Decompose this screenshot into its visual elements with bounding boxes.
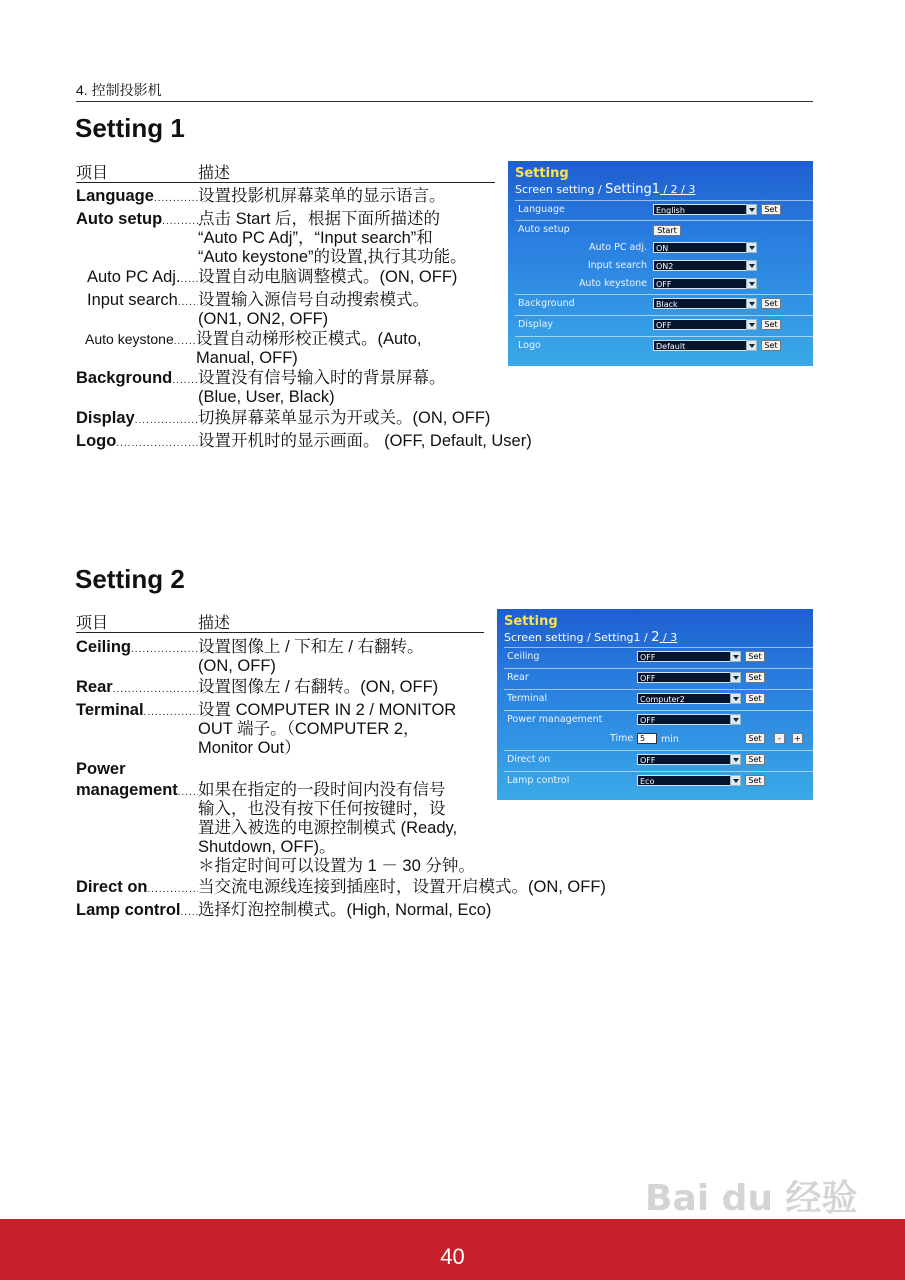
logo-select[interactable]: Default — [653, 340, 757, 351]
panel2-row-ceiling: Ceiling OFF Set — [504, 647, 813, 669]
term-rear: Rear ..... — [76, 678, 198, 699]
ceiling-select[interactable]: OFF — [637, 651, 741, 662]
display-select[interactable]: OFF — [653, 319, 757, 330]
display-set-button[interactable]: Set — [761, 319, 781, 330]
time-unit: min — [661, 734, 679, 745]
panel1-breadcrumb: Screen setting / Setting1 / 2 / 3 — [515, 182, 696, 197]
auto-pc-adj-select[interactable]: ON — [653, 242, 757, 253]
setting2-col-item: 项目 — [76, 615, 109, 632]
direct-on-set-button[interactable]: Set — [745, 754, 765, 765]
desc-row-logo — [76, 432, 676, 453]
panel1-row-background: Background Black Set — [515, 294, 813, 316]
background-set-button[interactable]: Set — [761, 298, 781, 309]
desc-row-background — [76, 369, 676, 407]
setting2-menu-screenshot — [497, 609, 813, 800]
background-select[interactable]: Black — [653, 298, 757, 309]
panel2-row-direct-on: Direct on OFF Set — [504, 750, 813, 772]
def-auto-pc-adj: 设置自动电脑调整模式。(ON, OFF) — [198, 268, 458, 286]
setting2-title: Setting 2 — [75, 564, 185, 594]
setting1-title: Setting 1 — [75, 113, 185, 143]
term-auto-keystone: Auto keystone ..... — [76, 330, 196, 368]
term-ceiling: Ceiling ..... — [76, 638, 198, 676]
panel2-row-terminal: Terminal Computer2 Set — [504, 689, 813, 711]
chevron-down-icon — [746, 298, 757, 309]
setting1-head-divider — [76, 182, 495, 183]
def-direct-on: 当交流电源线连接到插座时，设置开启模式。(ON, OFF) — [198, 878, 606, 896]
panel1-row-display: Display OFF Set — [515, 315, 813, 337]
chevron-down-icon — [730, 754, 741, 765]
term-power-management: management ..... — [76, 781, 198, 876]
term-terminal: Terminal ..... — [76, 701, 198, 758]
chevron-down-icon — [730, 693, 741, 704]
term-auto-setup: Auto setup ..... — [76, 210, 198, 267]
chevron-down-icon — [730, 775, 741, 786]
time-increase-button[interactable]: + — [792, 733, 803, 744]
chevron-down-icon — [746, 204, 757, 215]
power-management-select[interactable]: OFF — [637, 714, 741, 725]
setting1-col-desc: 描述 — [198, 165, 231, 182]
chevron-down-icon — [746, 319, 757, 330]
setting1-col-item: 项目 — [76, 165, 109, 182]
desc-row-display — [76, 409, 676, 430]
time-label: Time — [610, 733, 634, 744]
desc-row-direct-on — [76, 878, 676, 899]
def-logo: 设置开机时的显示画面。 (OFF, Default, User) — [198, 432, 532, 450]
def-language: 设置投影机屏幕菜单的显示语言。 — [198, 187, 446, 205]
panel2-title: Setting — [504, 614, 558, 629]
time-input[interactable]: 5 — [637, 733, 657, 744]
def-display: 切换屏幕菜单显示为开或关。(ON, OFF) — [198, 409, 491, 427]
language-select[interactable]: English — [653, 204, 757, 215]
def-terminal: 设置 COMPUTER IN 2 / MONITOR OUT 端子。（COMPUTER 2， Monitor Out） — [198, 701, 457, 757]
header-divider — [76, 101, 813, 102]
chevron-down-icon — [730, 714, 741, 725]
term-direct-on: Direct on ..... — [76, 878, 198, 899]
ceiling-set-button[interactable]: Set — [745, 651, 765, 662]
auto-setup-start-button[interactable]: Start — [653, 225, 681, 236]
term-lamp-control: Lamp control ..... — [76, 901, 198, 922]
desc-row-lamp-control — [76, 901, 676, 922]
def-auto-setup: 点击 Start 后，根据下面所描述的 “Auto PC Adj”，“Input search”和 “Auto keystone”的设置,执行其功能。 — [198, 210, 467, 266]
setting2-head-divider — [76, 632, 484, 633]
panel1-row-language: Language English Set — [515, 200, 813, 221]
term-display: Display ..... — [76, 409, 198, 430]
panel1-title: Setting — [515, 166, 569, 181]
chevron-down-icon — [746, 260, 757, 271]
lamp-control-set-button[interactable]: Set — [745, 775, 765, 786]
terminal-set-button[interactable]: Set — [745, 693, 765, 704]
term-power: Power — [76, 760, 126, 778]
term-auto-pc-adj: Auto PC Adj. ..... — [76, 268, 198, 289]
def-ceiling: 设置图像上 / 下和左 / 右翻转。 (ON, OFF) — [198, 638, 424, 675]
watermark-logo: Bai du 经验 — [645, 1178, 858, 1219]
chevron-down-icon — [746, 340, 757, 351]
setting1-menu-screenshot — [508, 161, 813, 366]
input-search-select[interactable]: ON2 — [653, 260, 757, 271]
direct-on-select[interactable]: OFF — [637, 754, 741, 765]
term-language: Language ..... — [76, 187, 198, 208]
lamp-control-select[interactable]: Eco — [637, 775, 741, 786]
panel1-row-auto-setup: Auto setup Start Auto PC adj. ON Input search ON2 Auto keystone OFF — [515, 220, 813, 295]
panel2-row-lamp-control: Lamp control Eco Set — [504, 771, 813, 794]
chapter-heading: 4. 控制投影机 — [76, 82, 162, 98]
chevron-down-icon — [746, 242, 757, 253]
chevron-down-icon — [730, 672, 741, 683]
logo-set-button[interactable]: Set — [761, 340, 781, 351]
rear-set-button[interactable]: Set — [745, 672, 765, 683]
page-number: 40 — [440, 1244, 465, 1269]
terminal-select[interactable]: Computer2 — [637, 693, 741, 704]
panel1-row-logo: Logo Default Set — [515, 336, 813, 359]
panel2-breadcrumb: Screen setting / Setting1 / 2 / 3 — [504, 630, 678, 645]
time-set-button[interactable]: Set — [745, 733, 765, 744]
chevron-down-icon — [746, 278, 757, 289]
def-background: 设置没有信号输入时的背景屏幕。 (Blue, User, Black) — [198, 369, 446, 406]
term-background: Background ..... — [76, 369, 198, 407]
def-lamp-control: 选择灯泡控制模式。(High, Normal, Eco) — [198, 901, 492, 919]
chevron-down-icon — [730, 651, 741, 662]
setting2-col-desc: 描述 — [198, 615, 231, 632]
term-logo: Logo ..... — [76, 432, 198, 453]
term-input-search: Input search ..... — [76, 291, 198, 329]
def-power-management: 如果在指定的一段时间内没有信号 输入，也没有按下任何按键时，设 置进入被选的电源控制模式 (Ready, Shutdown, OFF)。 ＊指定时间可以设置为 1 － 30 分钟。 — [198, 781, 475, 875]
panel2-row-power-management: Power management OFF Time 5 min Set - + — [504, 710, 813, 751]
rear-select[interactable]: OFF — [637, 672, 741, 683]
def-input-search: 设置输入源信号自动搜索模式。 (ON1, ON2, OFF) — [198, 291, 429, 328]
def-auto-keystone: 设置自动梯形校正模式。(Auto, Manual, OFF) — [196, 330, 422, 367]
language-set-button[interactable]: Set — [761, 204, 781, 215]
panel2-row-rear: Rear OFF Set — [504, 668, 813, 690]
auto-keystone-select[interactable]: OFF — [653, 278, 757, 289]
time-decrease-button[interactable]: - — [774, 733, 785, 744]
def-rear: 设置图像左 / 右翻转。(ON, OFF) — [198, 678, 439, 696]
